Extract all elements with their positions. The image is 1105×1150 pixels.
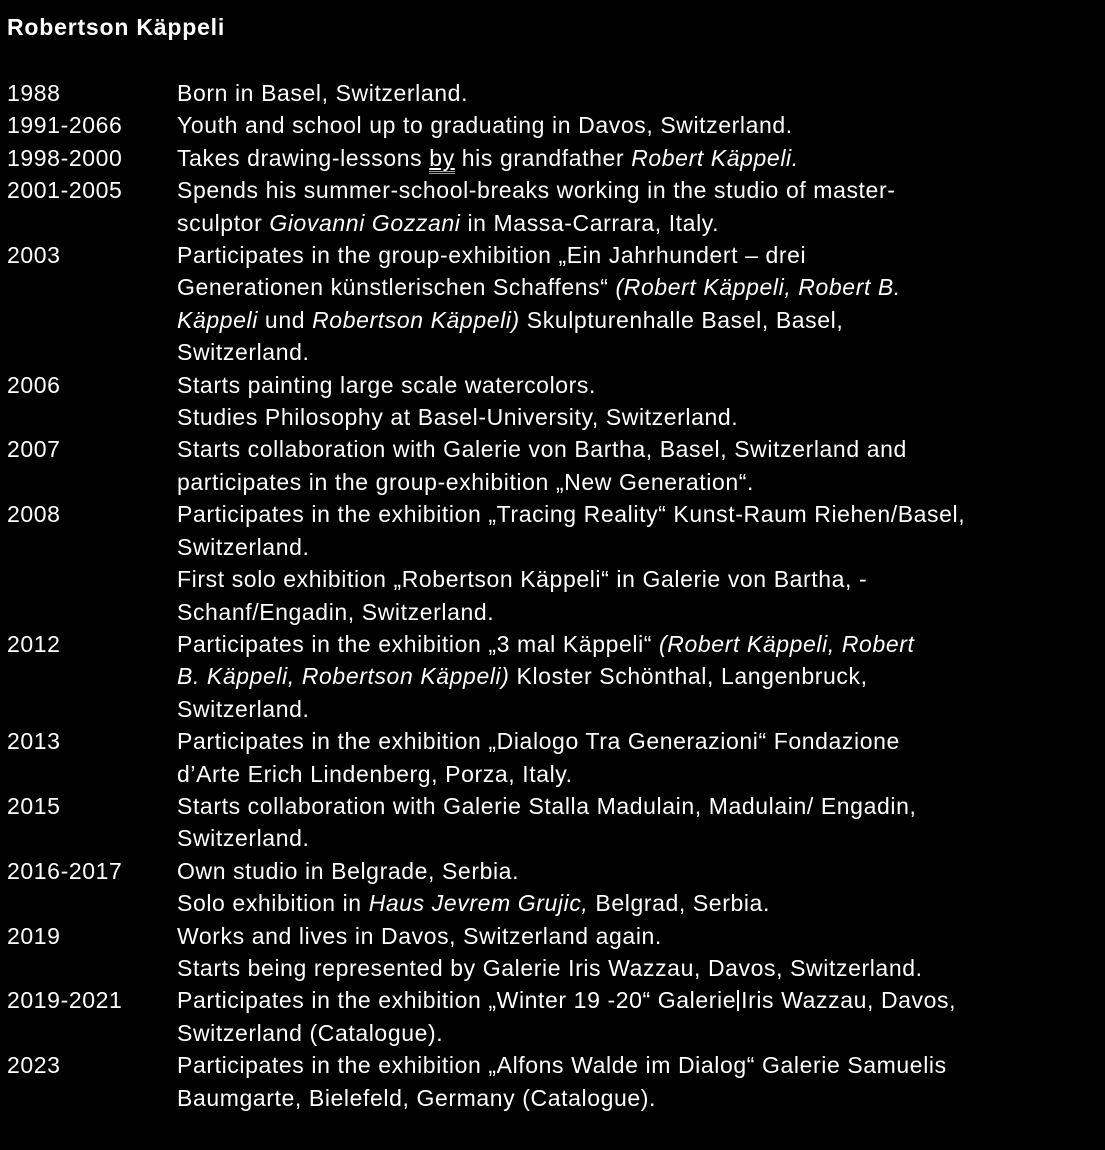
entry-description	[177, 174, 1105, 239]
timeline-entry	[7, 142, 1105, 174]
entry-line	[177, 498, 1105, 530]
text-segment: (Robert Käppeli, Robert B.	[615, 274, 901, 301]
timeline	[7, 77, 1105, 1114]
entry-year: 1991-2066	[7, 112, 123, 139]
entry-line	[177, 790, 1105, 822]
text-segment: Solo exhibition in	[177, 890, 369, 917]
entry-description	[177, 725, 1105, 790]
timeline-entry	[7, 109, 1105, 141]
text-segment: in Massa-Carrara, Italy.	[460, 209, 720, 236]
text-segment: Participates in the exhibition „Alfons Walde im Dialog“ Galerie Samuelis	[177, 1052, 947, 1079]
timeline-entry	[7, 77, 1105, 109]
entry-line	[177, 855, 1105, 887]
entry-description	[177, 984, 1105, 1049]
text-segment: Starts collaboration with Galerie Stalla Madulain, Madulain/ Engadin,	[177, 792, 917, 819]
text-segment: Youth and school up to graduating in Davos, Switzerland.	[177, 112, 793, 139]
entry-description	[177, 855, 1105, 920]
entry-line	[177, 174, 1105, 206]
text-segment: Starts painting large scale watercolors.	[177, 371, 597, 398]
text-segment: Starts collaboration with Galerie von Bartha, Basel, Switzerland and	[177, 436, 907, 463]
entry-line	[177, 725, 1105, 757]
text-segment: Studies Philosophy at Basel-University, Switzerland.	[177, 404, 739, 431]
entry-description	[177, 498, 1105, 628]
text-segment: Skulpturenhalle Basel, Basel,	[519, 306, 844, 333]
timeline-entry	[7, 433, 1105, 498]
entry-year: 2013	[7, 728, 61, 755]
text-segment: d’Arte Erich Lindenberg, Porza, Italy.	[177, 760, 573, 787]
text-segment: Takes drawing-lessons	[177, 144, 430, 171]
entry-description	[177, 77, 1105, 109]
timeline-entry	[7, 920, 1105, 985]
entry-year: 2019	[7, 922, 61, 949]
text-segment: Participates in the exhibition „Tracing Reality“ Kunst-Raum Riehen/Basel,	[177, 501, 966, 528]
timeline-entry	[7, 628, 1105, 725]
text-segment: Switzerland.	[177, 339, 310, 366]
entry-line	[177, 952, 1105, 984]
text-cursor-caret	[737, 990, 739, 1011]
text-segment: und	[257, 306, 313, 333]
entry-description	[177, 369, 1105, 434]
text-segment: Switzerland.	[177, 825, 310, 852]
entry-line	[177, 531, 1105, 563]
entry-line	[177, 1017, 1105, 1049]
entry-line	[177, 1082, 1105, 1114]
entry-line	[177, 822, 1105, 854]
text-segment: Switzerland.	[177, 695, 310, 722]
entry-line	[177, 304, 1105, 336]
entry-year: 2003	[7, 242, 61, 269]
entry-line	[177, 887, 1105, 919]
entry-year: 2019-2021	[7, 987, 123, 1014]
text-segment: Participates in the exhibition „3 mal Käppeli“	[177, 630, 660, 657]
text-segment: Born in Basel, Switzerland.	[177, 80, 469, 106]
entry-year: 2012	[7, 630, 61, 657]
entry-line	[177, 628, 1105, 660]
entry-line	[177, 142, 1105, 174]
entry-year: 2023	[7, 1052, 61, 1079]
text-segment: First solo exhibition „Robertson Käppeli“ in Galerie von Bartha, -	[177, 566, 868, 593]
entry-line	[177, 693, 1105, 725]
text-segment: Own studio in Belgrade, Serbia.	[177, 857, 520, 884]
entry-line	[177, 207, 1105, 239]
text-segment: B. Käppeli, Robertson Käppeli)	[177, 663, 510, 690]
entry-line	[177, 660, 1105, 692]
text-segment: Switzerland.	[177, 533, 310, 560]
text-segment: Kloster Schönthal, Langenbruck,	[509, 663, 868, 690]
text-segment: Participates in the exhibition „Dialogo Tra Generazioni“ Fondazione	[177, 728, 900, 755]
text-segment: Iris Wazzau, Davos,	[741, 987, 957, 1014]
text-segment: Switzerland (Catalogue).	[177, 1019, 444, 1046]
entry-line	[177, 401, 1105, 433]
entry-description	[177, 920, 1105, 985]
entry-line	[177, 433, 1105, 465]
entry-year: 1988	[7, 80, 61, 106]
entry-year: 2007	[7, 436, 61, 463]
entry-line	[177, 466, 1105, 498]
entry-line	[177, 336, 1105, 368]
entry-line	[177, 109, 1105, 141]
timeline-entry	[7, 498, 1105, 628]
entry-description	[177, 790, 1105, 855]
entry-description	[177, 433, 1105, 498]
entry-line	[177, 758, 1105, 790]
text-segment: Belgrad, Serbia.	[588, 890, 770, 917]
entry-description	[177, 1049, 1105, 1114]
grammar-flagged-word: by	[429, 145, 455, 174]
entry-year: 2001-2005	[7, 177, 123, 204]
text-segment: participates in the group-exhibition „New Generation“.	[177, 468, 755, 495]
entry-year: 2015	[7, 792, 61, 819]
entry-line	[177, 271, 1105, 303]
timeline-entry	[7, 984, 1105, 1049]
text-segment: his grandfather	[454, 144, 632, 171]
timeline-entry	[7, 725, 1105, 790]
entry-line	[177, 369, 1105, 401]
entry-year: 2016-2017	[7, 857, 123, 884]
timeline-entry	[7, 1049, 1105, 1114]
entry-line	[177, 563, 1105, 595]
text-segment: (Robert Käppeli, Robert	[659, 630, 915, 657]
entry-year: 1998-2000	[7, 144, 123, 171]
timeline-entry	[7, 790, 1105, 855]
entry-description	[177, 239, 1105, 369]
text-segment: Giovanni Gozzani	[269, 209, 461, 236]
text-segment: sculptor	[177, 209, 270, 236]
text-segment: Starts being represented by Galerie Iris Wazzau, Davos, Switzerland.	[177, 954, 923, 981]
text-segment: Robert Käppeli.	[631, 144, 799, 171]
entry-description	[177, 628, 1105, 725]
entry-line	[177, 77, 1105, 109]
text-segment: Robertson Käppeli)	[312, 306, 520, 333]
timeline-entry	[7, 855, 1105, 920]
text-segment: Generationen künstlerischen Schaffens“	[177, 274, 616, 301]
text-segment: Participates in the exhibition „Winter 19 -20“ Galerie	[177, 987, 737, 1014]
page-title: Robertson Käppeli	[7, 14, 226, 40]
text-segment: Spends his summer-school-breaks working in the studio of master-	[177, 177, 896, 204]
entry-line	[177, 984, 1105, 1016]
entry-year: 2008	[7, 501, 61, 528]
entry-line	[177, 1049, 1105, 1081]
timeline-entry	[7, 239, 1105, 369]
text-segment: Works and lives in Davos, Switzerland again.	[177, 922, 662, 949]
text-segment: Schanf/Engadin, Switzerland.	[177, 598, 495, 625]
entry-description	[177, 109, 1105, 141]
timeline-entry	[7, 174, 1105, 239]
text-segment: Käppeli	[177, 306, 258, 333]
text-segment: Participates in the group-exhibition „Ein Jahrhundert – drei	[177, 242, 807, 269]
text-segment: Haus Jevrem Grujic,	[368, 890, 589, 917]
entry-description	[177, 142, 1105, 174]
text-segment: Baumgarte, Bielefeld, Germany (Catalogue).	[177, 1084, 657, 1111]
entry-line	[177, 920, 1105, 952]
timeline-entry	[7, 369, 1105, 434]
entry-year: 2006	[7, 371, 61, 398]
entry-line	[177, 596, 1105, 628]
entry-line	[177, 239, 1105, 271]
